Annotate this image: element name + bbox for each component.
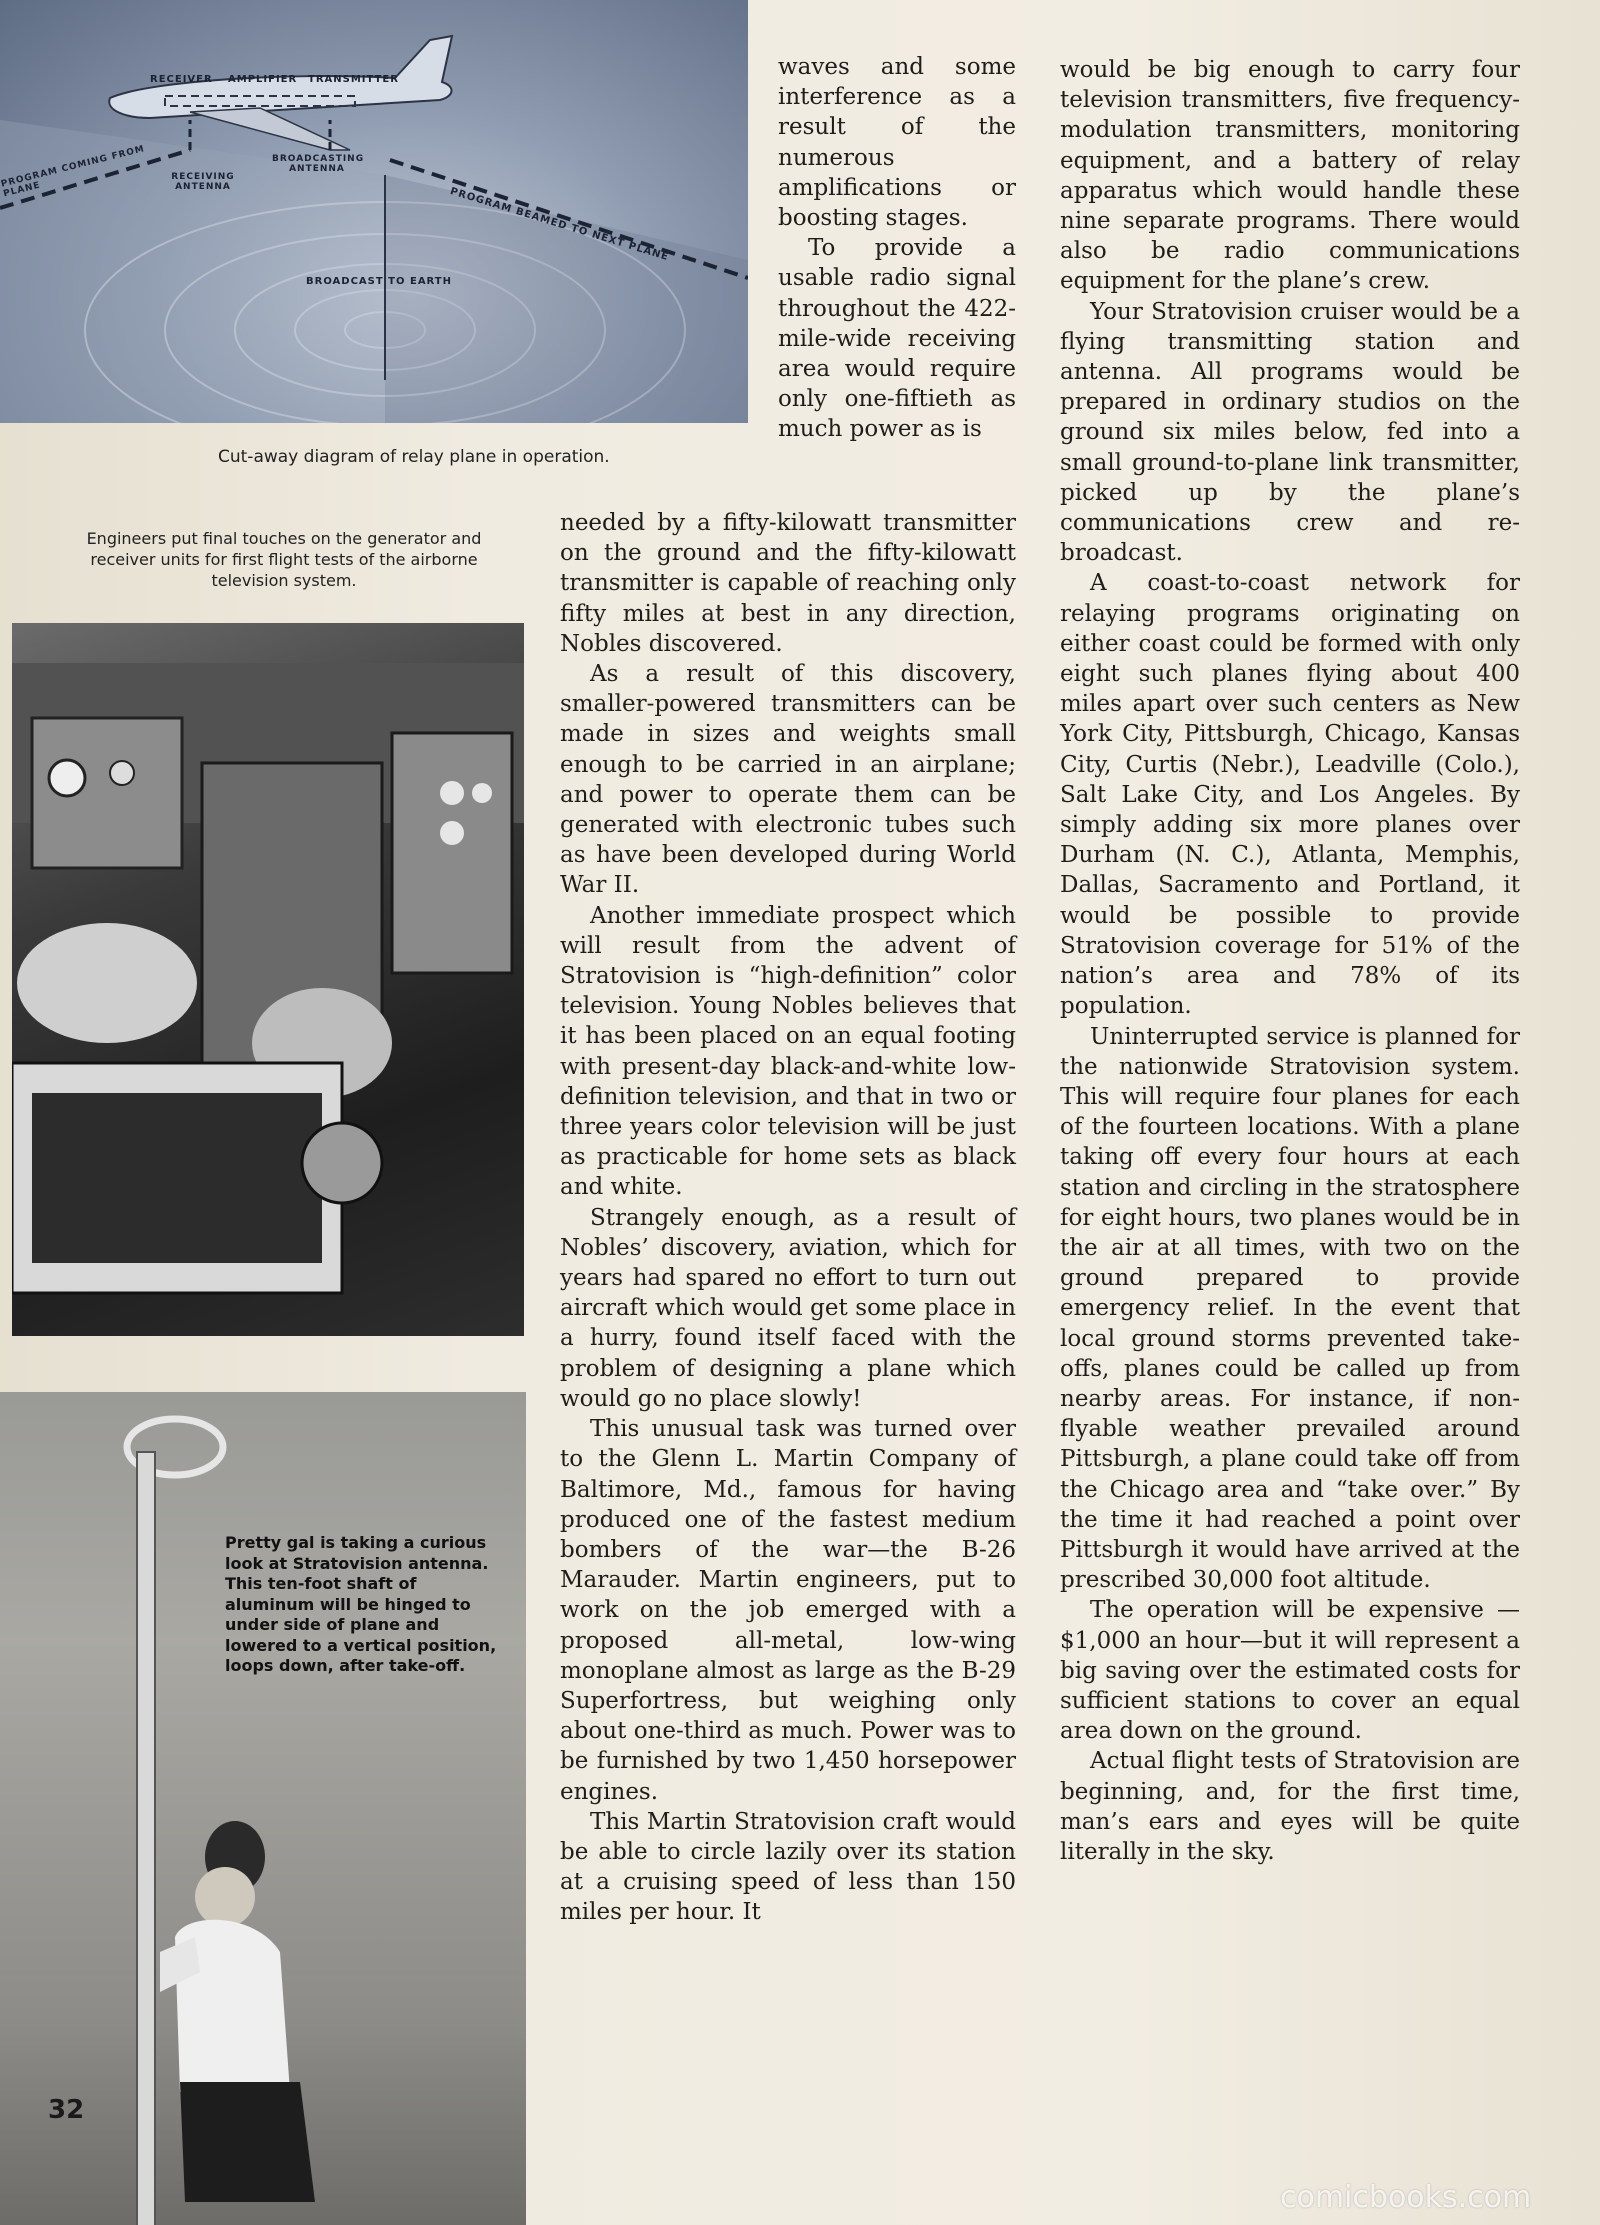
paragraph: A coast-to-coast network for relaying programs originating on either coast could be formed with only eight such planes flying about 400 miles apart over such centers as New York City, Pittsburgh, Chicago, Kansas City, Curtis (Nebr.), Leadville (Colo.), Salt Lake City, and Los Angeles. By simply adding six more planes over Durham (N. C.), Atlanta, Memphis, Dallas, Sacramento and Portland, it would be possible to provide Stratovision coverage for 51% of the nation’s area and 78% of its population. — [1060, 570, 1520, 1020]
article-column-1-top — [778, 52, 1016, 445]
engineers-photo — [12, 623, 524, 1336]
watermark: comicbooks.com — [1280, 2180, 1532, 2215]
label-program-beamed: PROGRAM BEAMED TO NEXT PLANE — [448, 186, 671, 264]
paragraph: As a result of this discovery, smaller-powered transmitters can be made in sizes and weights small enough to be carried in an airplane; and power to operate them can be generated with electronic tubes such as have been developed during World War II. — [560, 661, 1016, 899]
label-transmitter: TRANSMITTER — [308, 74, 399, 85]
paragraph: would be big enough to carry four television transmitters, five frequency-modulation transmitters, monitoring equipment, and a battery of relay apparatus which would handle these nine separate programs. There would also be radio communications equipment for the plane’s crew. — [1060, 57, 1520, 295]
label-program-from-plane: PROGRAM COMING FROM PLANE — [0, 144, 146, 200]
paragraph: This unusual task was turned over to the Glenn L. Martin Company of Baltimore, Md., famous for having produced one of the fastest medium bombers of the war—the B-26 Marauder. Martin engineers, put to work on the job emerged with a proposed all-metal, low-wing monoplane almost as large as the B-29 Superfortress, but weighing only about one-third as much. Power was to be furnished by two 1,450 horsepower engines. — [560, 1416, 1016, 1805]
paragraph: Strangely enough, as a result of Nobles’ discovery, aviation, which for years had spared no effort to turn out aircraft which would get some place in a hurry, found itself faced with the problem of designing a plane which would go no place slowly! — [560, 1204, 1016, 1412]
engineers-caption: Engineers put final touches on the generator and receiver units for first flight tests of the airborne television system. — [86, 529, 482, 590]
paragraph: waves and some interference as a result of the numerous amplifications or boosting stages. — [778, 54, 1016, 232]
paragraph: needed by a fifty-kilowatt transmitter on the ground and the fifty-kilowatt transmitter is capable of reaching only fifty miles at best in any direction, Nobles discovered. — [560, 510, 1016, 657]
antenna-caption: Pretty gal is taking a curious look at Stratovision antenna. This ten-foot shaft of aluminum will be hinged to under side of plane and lowered to a vertical position, loops down, after take-off. — [225, 1533, 497, 1675]
label-broadcasting-antenna: BROADCASTING ANTENNA — [272, 154, 365, 174]
article-column-1-bottom — [560, 508, 1016, 1928]
airplane-illustration — [109, 36, 452, 150]
label-amplifier: AMPLIFIER — [228, 74, 298, 85]
paragraph: Your Stratovision cruiser would be a flying transmitting station and antenna. All programs would be prepared in ordinary studios on the ground six miles below, fed into a small ground-to-plane link transmitter, picked up by the plane’s communications crew and re-broadcast. — [1060, 298, 1520, 567]
paragraph: Actual flight tests of Stratovision are beginning, and, for the first time, man’s ears and eyes will be quite literally in the sky. — [1060, 1748, 1520, 1865]
paragraph: This Martin Stratovision craft would be able to circle lazily over its station at a cruising speed of less than 150 miles per hour. It — [560, 1808, 1016, 1926]
diagram-artwork — [0, 0, 748, 423]
paragraph: Uninterrupted service is planned for the nationwide Stratovision system. This will require four planes for each of the fourteen locations. With a plane taking off every four hours at each station and circling in the stratosphere for eight hours, two planes would be in the air at all times, with two on the ground prepared to provide emergency relief. In the event that local ground storms prevented take-offs, planes could be called up from nearby areas. For instance, if non-flyable weather prevailed around Pittsburgh, a plane could take off from the Chicago area and “take over.” By the time it had reached a point over Pittsburgh it would have arrived at the prescribed 30,000 foot altitude. — [1060, 1023, 1520, 1594]
paragraph: The operation will be expensive —$1,000 an hour—but it will represent a big saving over the estimated costs for sufficient stations to cover an equal area down on the ground. — [1060, 1597, 1520, 1745]
relay-plane-diagram — [0, 0, 748, 423]
label-receiver: RECEIVER — [150, 74, 213, 85]
article-column-2 — [1060, 55, 1520, 1867]
page-number: 32 — [48, 2095, 85, 2125]
paragraph: Another immediate prospect which will result from the advent of Stratovision is “high-definition” color television. Young Nobles believes that it has been placed on an equal footing with present-day black-and-white low-definition television, and that in two or three years color television will be just as practicable for home sets as black and white. — [560, 902, 1016, 1201]
label-receiving-antenna: RECEIVING ANTENNA — [171, 172, 235, 192]
paragraph: To provide a usable radio signal throughout the 422-mile-wide receiving area would require only one-fiftieth as much power as is — [778, 235, 1016, 443]
label-broadcast-to-earth: BROADCAST TO EARTH — [306, 276, 452, 287]
diagram-caption: Cut-away diagram of relay plane in operation. — [218, 447, 610, 467]
